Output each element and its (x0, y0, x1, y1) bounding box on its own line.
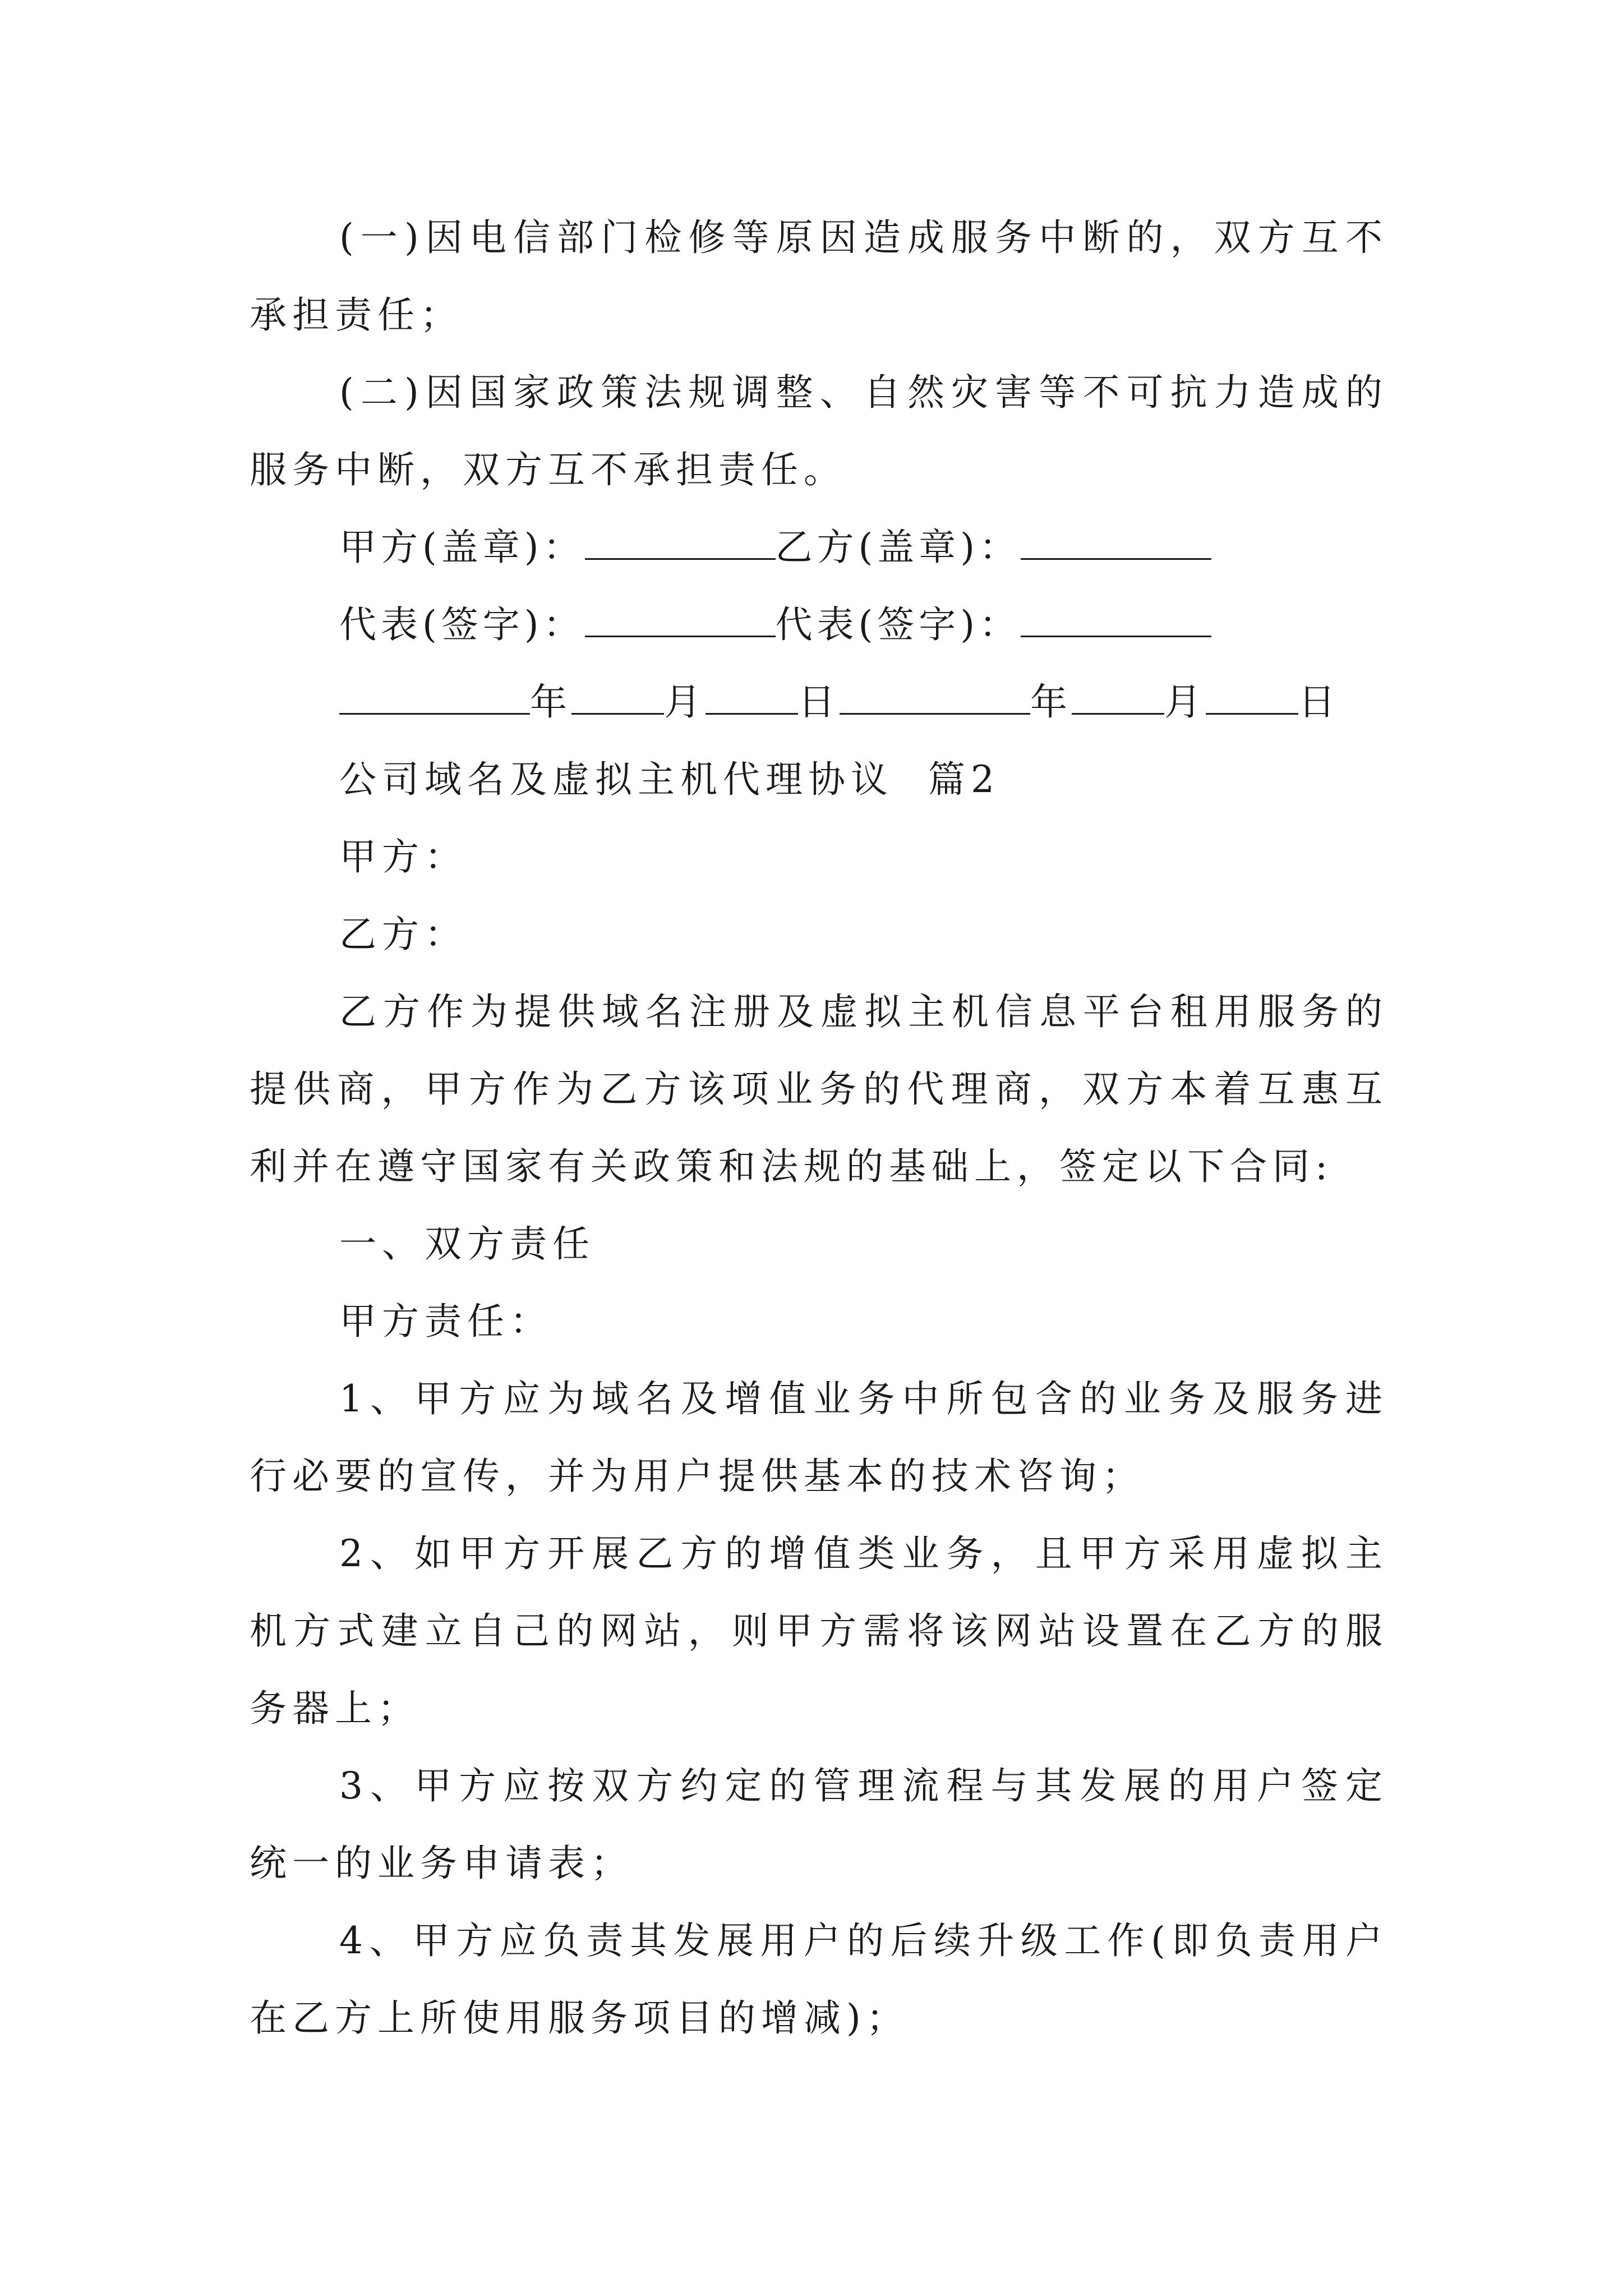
party-b-seal-label: 乙方(盖章)： (775, 526, 1021, 569)
day-b-label: 日 (1298, 680, 1340, 724)
day-b-blank (1206, 702, 1298, 715)
paragraph-telecom-maintenance: (一)因电信部门检修等原因造成服务中断的，双方互不承担责任； (250, 216, 1388, 337)
year-b-label: 年 (1030, 680, 1072, 724)
party-b-rep-label: 代表(签字)： (775, 603, 1021, 646)
day-a-label: 日 (798, 680, 840, 724)
month-b-blank (1072, 702, 1164, 715)
clause-title: 一、双方责任 (339, 1222, 595, 1266)
month-a-blank (571, 702, 664, 715)
party-a-line: 甲方： (339, 835, 467, 878)
party-b-line: 乙方： (339, 913, 467, 956)
list-item: 3、甲方应按双方约定的管理流程与其发展的用户签定统一的业务申请表； (250, 1764, 1388, 1885)
month-a-label: 月 (664, 680, 706, 724)
year-b-blank (840, 702, 1030, 715)
date-row (250, 664, 1388, 741)
party-a-responsibility-title: 甲方责任： (339, 1300, 552, 1343)
paragraph-force-majeure: (二)因国家政策法规调整、自然灾害等不可抗力造成的服务中断，双方互不承担责任。 (250, 371, 1388, 491)
list-item: 2、如甲方开展乙方的增值类业务，且甲方采用虚拟主机方式建立自己的网站，则甲方需将该网站设置在乙方的服务器上； (250, 1532, 1388, 1730)
month-b-label: 月 (1164, 680, 1206, 724)
section-heading: 公司域名及虚拟主机代理协议 篇2 (339, 758, 1000, 801)
seal-row (250, 509, 1388, 586)
list-item: 4、甲方应负责其发展用户的后续升级工作(即负责用户在乙方上所使用服务项目的增减)； (250, 1919, 1388, 2040)
party-a-rep-blank (585, 624, 776, 637)
party-b-seal-blank (1021, 547, 1211, 560)
party-a-rep-label: 代表(签字)： (339, 603, 585, 646)
party-a-seal-label: 甲方(盖章)： (339, 526, 585, 569)
representative-row (250, 586, 1388, 664)
party-a-seal-blank (585, 547, 776, 560)
party-b-rep-blank (1021, 624, 1211, 637)
year-a-label: 年 (530, 680, 571, 724)
year-a-blank (339, 702, 530, 715)
intro-paragraph: 乙方作为提供域名注册及虚拟主机信息平台租用服务的提供商，甲方作为乙方该项业务的代理商，双方本着互惠互利并在遵守国家有关政策和法规的基础上，签定以下合同: (250, 990, 1388, 1188)
list-item: 1、甲方应为域名及增值业务中所包含的业务及服务进行必要的宣传，并为用户提供基本的技术咨询； (250, 1377, 1388, 1498)
day-a-blank (706, 702, 798, 715)
document-body (250, 199, 1388, 2057)
